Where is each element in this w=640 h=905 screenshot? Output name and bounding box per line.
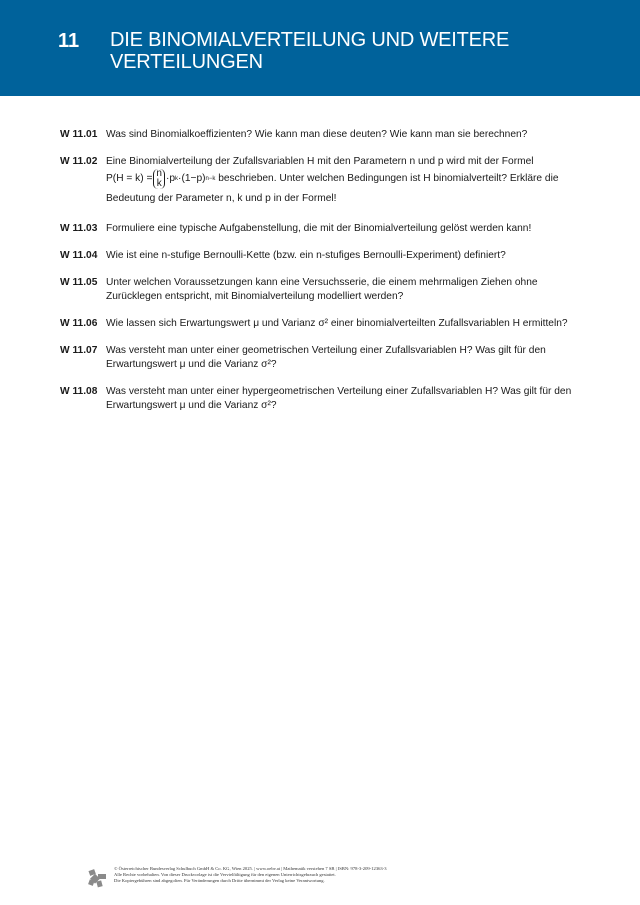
task-item	[60, 317, 580, 331]
footer-line: Die Kopiergebühren sind abgegolten. Für Veränderungen durch Dritte übernimmt der Verlag keine Verantwortung.	[114, 878, 325, 884]
footer-line: Alle Rechte vorbehalten. Von dieser Druckvorlage ist die Vervielfältigung für den eigenen Unterrichtsgebrauch gestattet.	[114, 872, 336, 878]
task-id: W 11.03	[60, 223, 98, 234]
chapter-header	[0, 0, 640, 96]
task-item	[60, 344, 580, 372]
task-item	[60, 385, 580, 413]
binom-top: n	[156, 168, 162, 179]
task-text: Was versteht man unter einer geometrischen Verteilung einer Zufallsvariablen H? Was gilt für den Erwartungswert μ und die Varianz σ²?	[106, 345, 546, 370]
task-text: Unter welchen Voraussetzungen kann eine Versuchsserie, die einem mehrmaligen Ziehen ohne Zurücklegen entspricht, mit Binomialverteilung modelliert werden?	[106, 277, 538, 302]
task-item	[60, 155, 580, 209]
task-text-rest: beschrieben. Unter welchen Bedingungen ist H binomialverteilt? Erkläre die Bedeutung der Parameter n, k und p in der Formel!	[106, 173, 559, 204]
chapter-number: 11	[58, 30, 80, 52]
formula-p: ·p	[165, 173, 176, 184]
binom-bottom: k	[156, 178, 162, 189]
task-item	[60, 222, 580, 236]
exponent-k: k	[175, 176, 179, 182]
chapter-title: DIE BINOMIALVERTEILUNG UND WEITERE VERTEILUNGEN	[110, 29, 510, 73]
task-text: Formuliere eine typische Aufgabenstellung, die mit der Binomialverteilung gelöst werden kann!	[106, 223, 532, 234]
task-text	[106, 155, 580, 209]
task-id: W 11.07	[60, 345, 98, 356]
formula-factor: ·(1−p)	[178, 173, 206, 184]
task-text-line: Eine Binomialverteilung der Zufallsvariablen H mit den Parametern n und p wird mit der Formel	[106, 156, 534, 167]
task-item	[60, 249, 580, 263]
binomial-coefficient	[153, 169, 165, 189]
copyright-text	[114, 866, 387, 885]
task-list	[60, 128, 580, 426]
page-footer	[86, 866, 387, 888]
task-id: W 11.01	[60, 129, 98, 140]
task-item	[60, 128, 580, 142]
task-id: W 11.05	[60, 277, 98, 288]
footer-line: © Österreichischer Bundesverlag Schulbuch GmbH & Co. KG, Wien 2025. | www.oebv.at | Mathematik verstehen 7 SB | ISBN: 978-3-209-12363-3	[114, 866, 387, 871]
publisher-logo-icon	[86, 866, 108, 888]
task-text: Wie ist eine n-stufige Bernoulli-Kette (bzw. ein n-stufiges Bernoulli-Experiment) definiert?	[106, 250, 506, 261]
formula-lhs: P(H = k) =	[106, 173, 153, 184]
task-id: W 11.08	[60, 386, 98, 397]
task-id: W 11.04	[60, 250, 98, 261]
task-text: Was sind Binomialkoeffizienten? Wie kann man diese deuten? Wie kann man sie berechnen?	[106, 129, 528, 140]
task-item	[60, 276, 580, 304]
exponent-nk: n−k	[205, 176, 216, 182]
binomial-formula	[106, 169, 215, 189]
task-id: W 11.02	[60, 156, 98, 167]
task-text: Was versteht man unter einer hypergeometrischen Verteilung einer Zufallsvariablen H? Was gilt für den Erwartungswert μ und die Varianz σ²?	[106, 386, 572, 411]
task-text: Wie lassen sich Erwartungswert μ und Varianz σ² einer binomialverteilten Zufallsvariablen H ermitteln?	[106, 318, 568, 329]
task-id: W 11.06	[60, 318, 98, 329]
